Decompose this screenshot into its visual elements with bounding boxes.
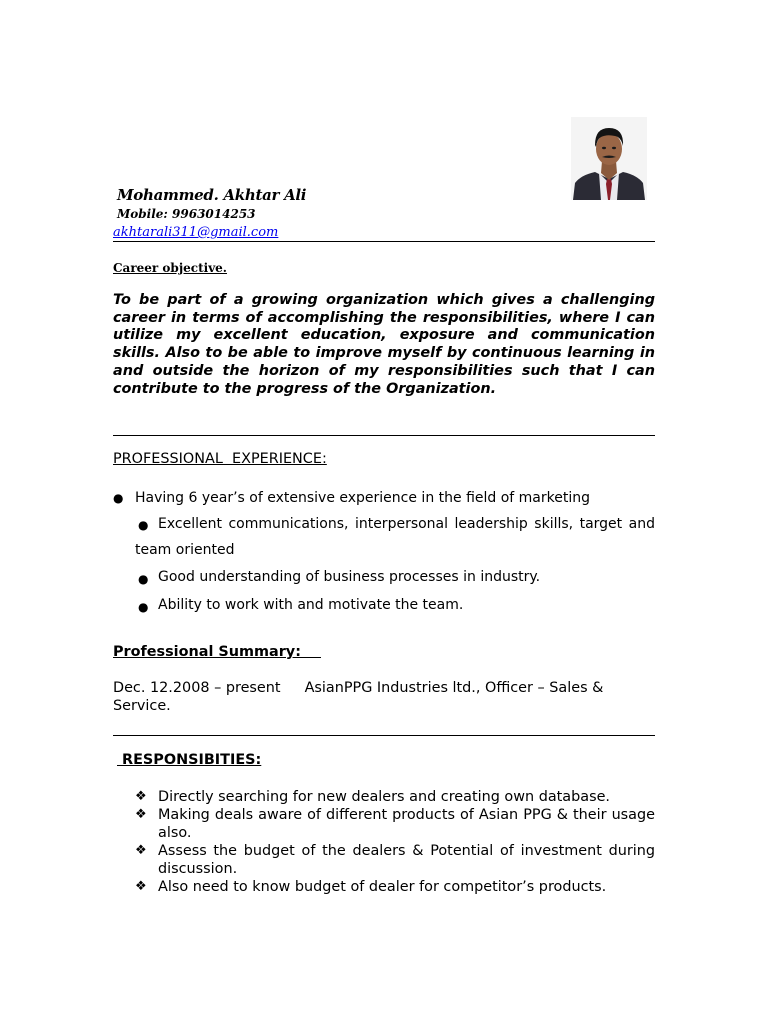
- bullet-icon: ●: [138, 600, 149, 614]
- summary-period: Dec. 12.2008 – present: [113, 680, 281, 696]
- responsibility-item: Also need to know budget of dealer for competitor’s products.: [158, 879, 607, 895]
- experience-item: Ability to work with and motivate the team.: [158, 597, 464, 613]
- responsibility-item: Directly searching for new dealers and creating own database.: [158, 789, 610, 805]
- email-link[interactable]: akhtarali311@gmail.com: [113, 225, 279, 240]
- list-item: [113, 563, 655, 591]
- responsibilities-heading: RESPONSIBITIES:: [117, 752, 262, 768]
- person-portrait-icon: [571, 117, 647, 200]
- list-item: [113, 591, 655, 620]
- summary-details: AsianPPG Industries ltd., Officer – Sales & Service.: [113, 680, 604, 714]
- bullet-icon: ●: [113, 491, 124, 505]
- summary-divider: [113, 735, 655, 736]
- career-objective-heading: Career objective.: [113, 261, 227, 275]
- experience-list: [113, 485, 655, 620]
- responsibilities-list: [135, 788, 655, 896]
- experience-item: Good understanding of business processes in industry.: [158, 569, 541, 585]
- list-item: [113, 485, 655, 511]
- header-divider: [113, 241, 655, 242]
- mobile-number: Mobile: 9963014253: [117, 207, 256, 221]
- list-item: [113, 511, 655, 563]
- bullet-icon: ●: [138, 572, 149, 586]
- professional-experience-heading: PROFESSIONAL EXPERIENCE:: [113, 451, 327, 467]
- responsibility-item: Assess the budget of the dealers & Potential of investment during discussion.: [158, 843, 655, 877]
- responsibility-item: Making deals aware of different products of Asian PPG & their usage also.: [158, 807, 655, 841]
- professional-summary-heading: Professional Summary:: [113, 644, 321, 660]
- experience-item: Excellent communications, interpersonal leadership skills, target and team oriented: [135, 516, 655, 558]
- diamond-bullet-icon: ❖: [135, 807, 147, 822]
- list-item: [135, 878, 655, 896]
- profile-photo: [571, 117, 647, 200]
- diamond-bullet-icon: ❖: [135, 879, 147, 894]
- list-item: [135, 806, 655, 842]
- list-item: [135, 788, 655, 806]
- objective-divider: [113, 435, 655, 436]
- bullet-icon: ●: [138, 518, 149, 532]
- diamond-bullet-icon: ❖: [135, 789, 147, 804]
- career-objective-text: To be part of a growing organization which gives a challenging career in terms of accomplishing the responsibilities, where I can utilize my excellent education, exposure and communication skills. Also to be able to improve myself by continuous learning in and outside the horizon of my responsibilities such that I can contribute to the progress of the Organization.: [113, 292, 655, 397]
- experience-item: Having 6 year’s of extensive experience in the field of marketing: [135, 490, 590, 506]
- candidate-name: Mohammed. Akhtar Ali: [117, 186, 307, 204]
- summary-text: [113, 679, 655, 715]
- diamond-bullet-icon: ❖: [135, 843, 147, 858]
- list-item: [135, 842, 655, 878]
